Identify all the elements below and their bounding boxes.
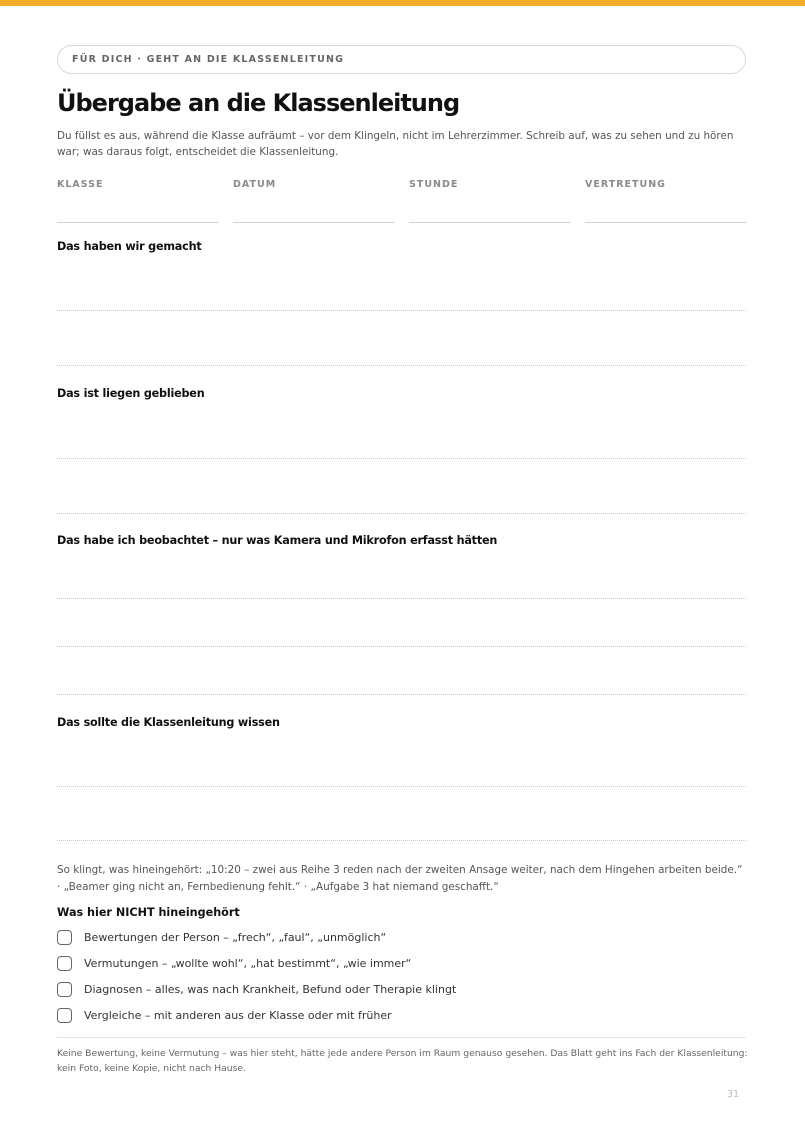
nicht-section-title: Was hier NICHT hineingehört	[57, 906, 240, 919]
checkbox[interactable]	[57, 982, 72, 997]
write-line[interactable]	[57, 786, 746, 787]
meta-fields	[57, 179, 747, 223]
example-text: So klingt, was hineingehört: „10:20 – zwei aus Reihe 3 reden nach der zweiten Ansage weiter, nach dem Hingehen arbeiten beide.“ · „Beamer ging nicht an, Fernbedienung fehlt.“ · „Aufgabe 3 hat niemand geschafft.“	[57, 864, 743, 893]
field-datum[interactable]	[233, 179, 394, 223]
write-line[interactable]	[57, 840, 746, 841]
field-vertretung[interactable]	[585, 179, 746, 223]
checklist-item[interactable]	[57, 956, 411, 971]
field-stunde[interactable]	[409, 179, 570, 223]
write-line[interactable]	[57, 458, 746, 459]
footer-note: Keine Bewertung, keine Vermutung – was hier steht, hätte jede andere Person im Raum genauso gesehen. Das Blatt geht ins Fach der Klassenleitung: kein Foto, keine Kopie, nicht nach Hause.	[57, 1048, 748, 1074]
accent-bar	[0, 0, 805, 6]
checklist-item-label: Bewertungen der Person – „frech“, „faul“, „unmöglich“	[84, 931, 387, 944]
field-datum-label: DATUM	[233, 179, 277, 190]
intro-text: Du füllst es aus, während die Klasse aufräumt – vor dem Klingeln, nicht im Lehrerzimmer. Schreib auf, was zu sehen und zu hören war; was daraus folgt, entscheidet die Klassenleitung.	[57, 130, 734, 158]
checklist-item-label: Diagnosen – alles, was nach Krankheit, Befund oder Therapie klingt	[84, 983, 457, 996]
checkbox[interactable]	[57, 956, 72, 971]
field-klasse-label: KLASSE	[57, 179, 104, 190]
checkbox[interactable]	[57, 1008, 72, 1023]
field-klasse[interactable]	[57, 179, 218, 223]
write-line[interactable]	[57, 513, 746, 514]
section-title-klassenleitung-wissen: Das sollte die Klassenleitung wissen	[57, 716, 280, 729]
checklist-item-label: Vermutungen – „wollte wohl“, „hat bestimmt“, „wie immer“	[84, 957, 412, 970]
section-title-beobachtet: Das habe ich beobachtet – nur was Kamera und Mikrofon erfasst hätten	[57, 534, 498, 547]
section-title-gemacht: Das haben wir gemacht	[57, 240, 202, 253]
field-vertretung-label: VERTRETUNG	[585, 179, 666, 190]
write-line[interactable]	[57, 365, 746, 366]
section-title-liegen-geblieben: Das ist liegen geblieben	[57, 387, 205, 400]
checklist-item[interactable]	[57, 1008, 392, 1023]
checklist-item-label: Vergleiche – mit anderen aus der Klasse oder mit früher	[84, 1009, 392, 1022]
write-line[interactable]	[57, 598, 746, 599]
write-line[interactable]	[57, 694, 746, 695]
footer-divider	[57, 1037, 746, 1038]
write-line[interactable]	[57, 646, 746, 647]
eyebrow-label: FÜR DICH · GEHT AN DIE KLASSENLEITUNG	[57, 45, 746, 74]
checklist-item[interactable]	[57, 982, 456, 997]
page-title: Übergabe an die Klassenleitung	[57, 89, 460, 117]
page-number: 31	[727, 1089, 740, 1100]
checkbox[interactable]	[57, 930, 72, 945]
write-line[interactable]	[57, 310, 746, 311]
checklist-item[interactable]	[57, 930, 386, 945]
field-stunde-label: STUNDE	[409, 179, 459, 190]
